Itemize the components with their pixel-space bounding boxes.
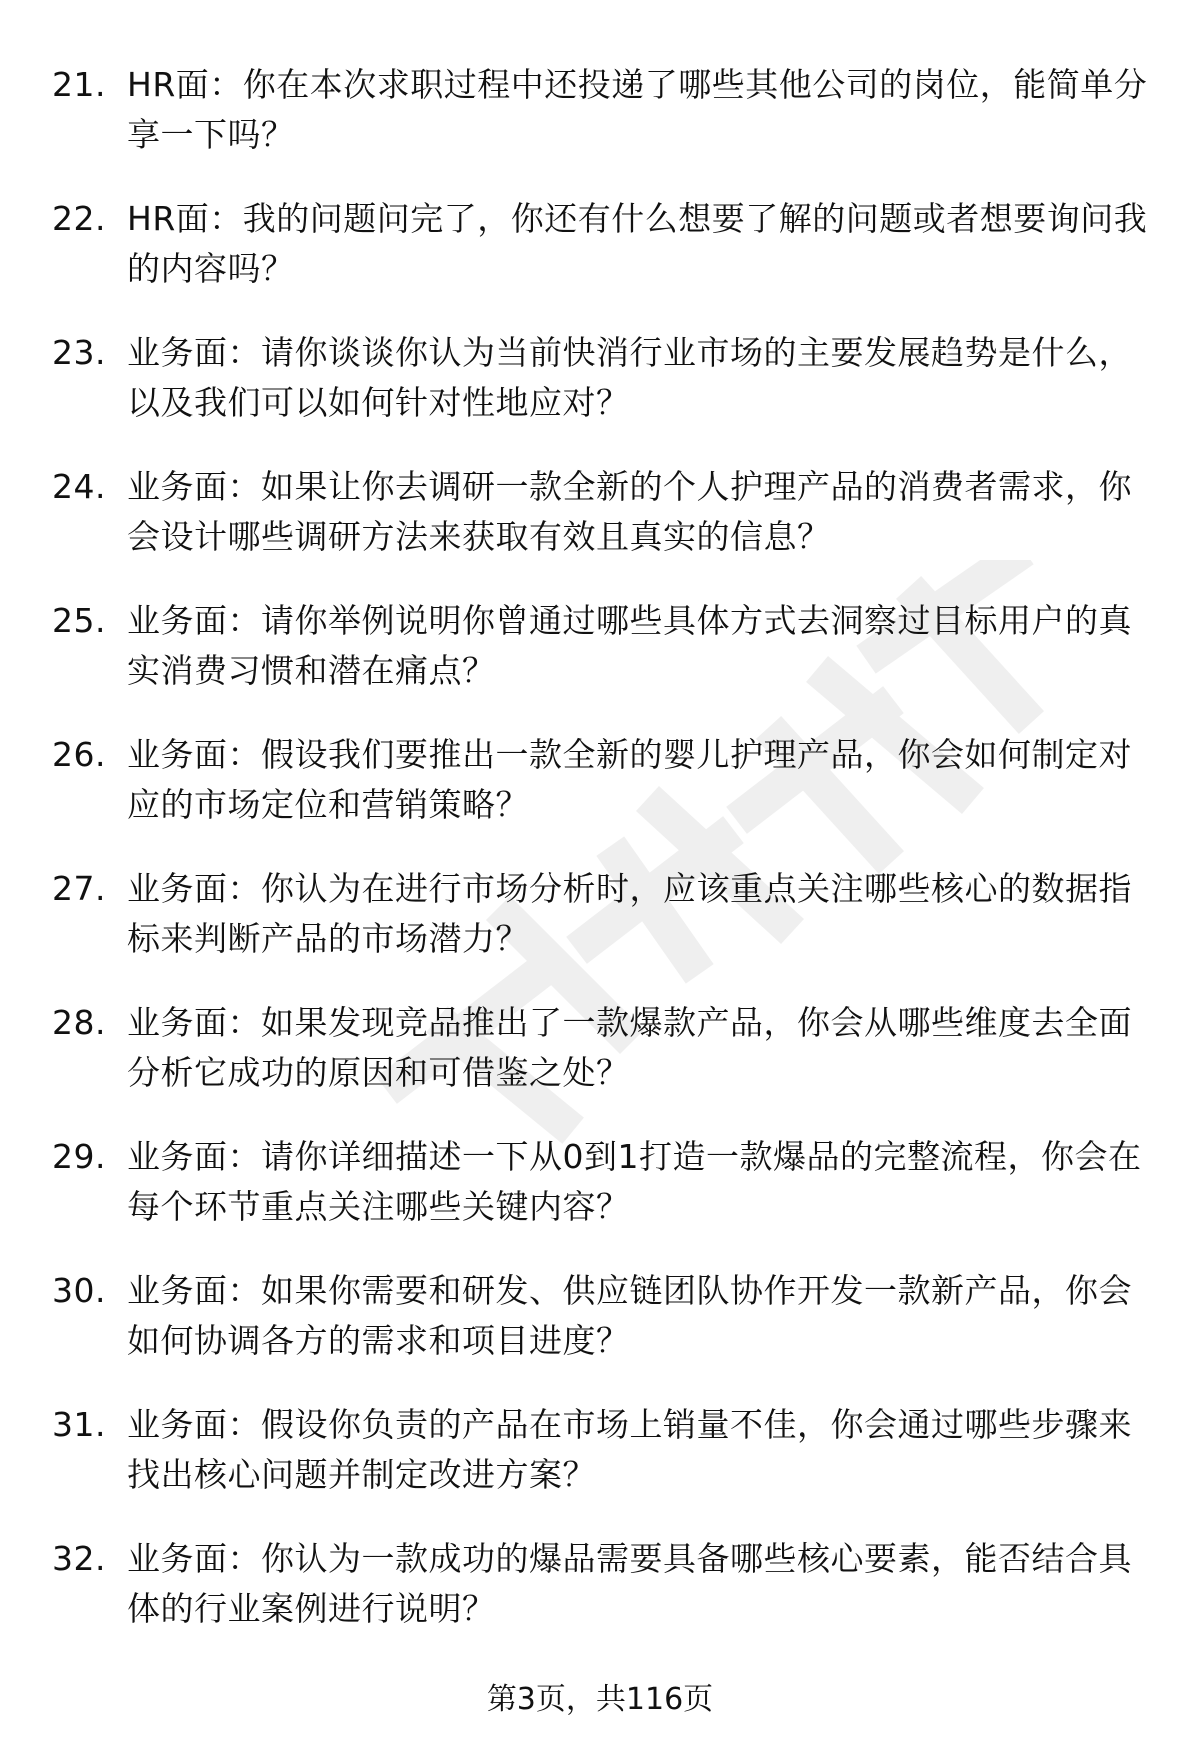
question-text: HR面：我的问题问完了，你还有什么想要了解的问题或者想要询问我的内容吗？	[127, 199, 1148, 288]
question-number: 26.	[52, 735, 106, 774]
question-item	[0, 462, 1200, 596]
question-item	[0, 1534, 1200, 1668]
question-text: 业务面：假设你负责的产品在市场上销量不佳，你会通过哪些步骤来找出核心问题并制定改进方案？	[127, 1405, 1132, 1494]
question-number: 28.	[52, 1003, 106, 1042]
question-number: 22.	[52, 199, 106, 238]
question-text: 业务面：如果你需要和研发、供应链团队协作开发一款新产品，你会如何协调各方的需求和项目进度？	[127, 1271, 1132, 1360]
question-item	[0, 864, 1200, 998]
question-text: 业务面：请你详细描述一下从0到1打造一款爆品的完整流程，你会在每个环节重点关注哪些关键内容？	[127, 1137, 1142, 1226]
question-text: 业务面：请你谈谈你认为当前快消行业市场的主要发展趋势是什么，以及我们可以如何针对性地应对？	[127, 333, 1132, 422]
question-number: 21.	[52, 65, 106, 104]
question-item	[0, 998, 1200, 1132]
question-text: 业务面：你认为在进行市场分析时，应该重点关注哪些核心的数据指标来判断产品的市场潜力？	[127, 869, 1132, 958]
question-item	[0, 730, 1200, 864]
question-text: 业务面：如果发现竞品推出了一款爆款产品，你会从哪些维度去全面分析它成功的原因和可借鉴之处？	[127, 1003, 1132, 1092]
question-item	[0, 1132, 1200, 1266]
question-item	[0, 194, 1200, 328]
page-number-footer: 第3页，共116页	[486, 1682, 714, 1717]
question-text: 业务面：假设我们要推出一款全新的婴儿护理产品，你会如何制定对应的市场定位和营销策略？	[127, 735, 1132, 824]
question-number: 25.	[52, 601, 106, 640]
question-text: 业务面：如果让你去调研一款全新的个人护理产品的消费者需求，你会设计哪些调研方法来获取有效且真实的信息？	[127, 467, 1132, 556]
question-text: HR面：你在本次求职过程中还投递了哪些其他公司的岗位，能简单分享一下吗？	[127, 65, 1148, 154]
question-number: 29.	[52, 1137, 106, 1176]
question-number: 23.	[52, 333, 106, 372]
question-item	[0, 1400, 1200, 1534]
question-number: 27.	[52, 869, 106, 908]
question-number: 24.	[52, 467, 106, 506]
question-number: 32.	[52, 1539, 106, 1578]
question-list	[0, 60, 1200, 1668]
question-item	[0, 1266, 1200, 1400]
question-number: 30.	[52, 1271, 106, 1310]
question-number: 31.	[52, 1405, 106, 1444]
question-item	[0, 596, 1200, 730]
question-text: 业务面：你认为一款成功的爆品需要具备哪些核心要素，能否结合具体的行业案例进行说明？	[127, 1539, 1132, 1628]
question-item	[0, 60, 1200, 194]
question-text: 业务面：请你举例说明你曾通过哪些具体方式去洞察过目标用户的真实消费习惯和潜在痛点？	[127, 601, 1132, 690]
question-item	[0, 328, 1200, 462]
